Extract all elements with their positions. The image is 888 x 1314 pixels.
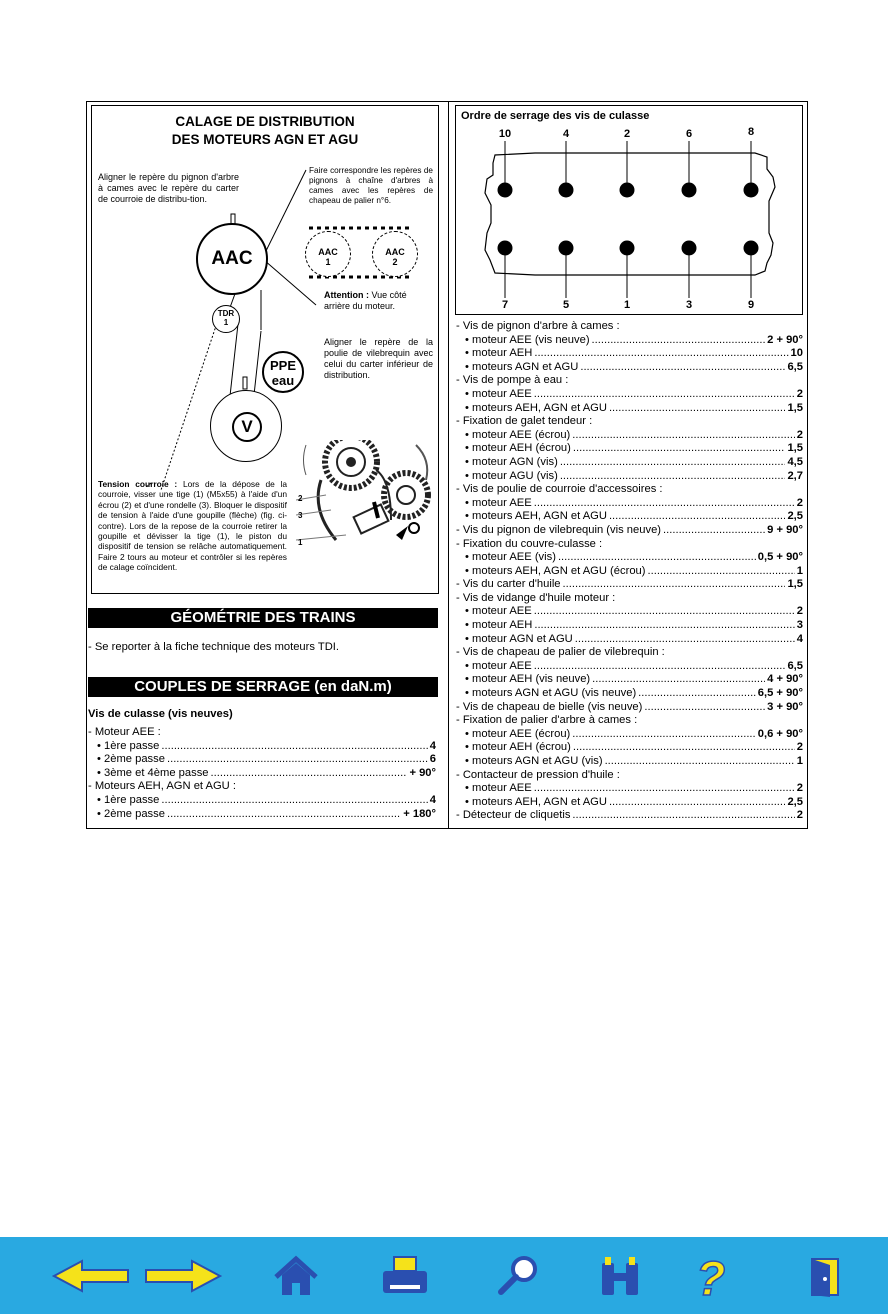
torque-row bbox=[456, 524, 803, 538]
bolt-order-bottom-4: 9 bbox=[747, 299, 755, 311]
torque-row bbox=[456, 755, 803, 769]
photo-label-2: 2 bbox=[298, 494, 303, 503]
cylinder-head-bolt-bottom-1 bbox=[559, 241, 574, 256]
torque-dot-leader bbox=[563, 578, 786, 592]
torque-label: - Détecteur de cliquetis bbox=[456, 809, 571, 822]
torque-row bbox=[456, 701, 803, 715]
torque-row bbox=[88, 726, 436, 740]
print-icon[interactable] bbox=[380, 1255, 430, 1297]
torque-row bbox=[456, 646, 803, 660]
torque-row bbox=[456, 796, 803, 810]
torque-dot-leader bbox=[609, 510, 785, 524]
bolt-order-bottom-2: 1 bbox=[623, 299, 631, 311]
torque-dot-leader bbox=[605, 755, 795, 769]
torque-label: • moteurs AGN et AGU bbox=[465, 360, 579, 373]
torque-label: - Vis du pignon de vilebrequin (vis neuve) bbox=[456, 523, 662, 536]
calage-text-cam: Aligner le repère du pignon d'arbre à cames avec le repère du carter de courroie de distribu-tion. bbox=[98, 172, 239, 204]
torque-row bbox=[456, 660, 803, 674]
torque-row bbox=[456, 320, 803, 334]
torque-row bbox=[88, 794, 436, 808]
torque-dot-leader bbox=[609, 402, 785, 416]
torque-label: • moteur AEE bbox=[465, 782, 532, 795]
torque-value: 4,5 bbox=[787, 455, 803, 468]
photo-label-1: 1 bbox=[298, 538, 303, 547]
tension-note: Tension courroie : Lors de la dépose de la courroie, visser une tige (1) (M5x55) à l'aide d'un écrou (2) et d'une rondelle (3). Bloquer le dispositif de tension à l'aide d'une goupille (flèche) (fig. ci-contre). Lors de la repose de la courroie retirer la goupille et dévisser la tige (1), le piston du dispositif de tension se relâche automatiquement. Faire 2 tours au moteur et contrôler si les repères de calage coïncident. bbox=[98, 479, 287, 573]
torque-dot-leader bbox=[648, 565, 795, 579]
torque-value: 4 bbox=[429, 739, 436, 752]
torque-label: • moteurs AGN et AGU (vis) bbox=[465, 755, 603, 767]
torque-label: • moteur AEE (écrou) bbox=[465, 428, 571, 441]
torque-value: 1 bbox=[796, 755, 803, 767]
torque-label: • moteur AGN (vis) bbox=[465, 455, 558, 468]
torque-label: - Vis de chapeau de bielle (vis neuve) bbox=[456, 700, 643, 713]
torque-dot-leader bbox=[592, 334, 766, 348]
torque-dot-leader bbox=[534, 388, 795, 402]
search-icon[interactable] bbox=[496, 1255, 542, 1297]
torque-label: - Vis de poulie de courroie d'accessoires : bbox=[456, 483, 663, 496]
torque-row bbox=[456, 361, 803, 375]
bolt-order-bottom-0: 7 bbox=[501, 299, 509, 311]
geometrie-header: GÉOMÉTRIE DES TRAINS bbox=[88, 608, 438, 628]
arrow-right-icon[interactable] bbox=[142, 1255, 222, 1297]
torque-dot-leader bbox=[638, 687, 756, 701]
torque-row bbox=[456, 809, 803, 823]
torque-label: • 1ère passe bbox=[97, 793, 160, 806]
torque-label: • moteur AEH (vis neuve) bbox=[465, 673, 591, 686]
torque-dot-leader bbox=[534, 619, 794, 633]
torque-row bbox=[456, 470, 803, 484]
torque-value: 2 bbox=[796, 428, 803, 441]
torque-value: 2 bbox=[796, 387, 803, 400]
torque-dot-leader bbox=[534, 497, 795, 511]
torque-value: 4 bbox=[796, 632, 803, 645]
torque-row bbox=[456, 769, 803, 783]
torque-label: • moteur AEE (vis) bbox=[465, 551, 556, 564]
bolt-order-bottom-1: 5 bbox=[562, 299, 570, 311]
torque-label: • moteur AGU (vis) bbox=[465, 469, 558, 482]
couples-header: COUPLES DE SERRAGE (en daN.m) bbox=[88, 677, 438, 697]
torque-value: 2,7 bbox=[787, 469, 803, 482]
torque-label: • moteur AGN et AGU bbox=[465, 632, 573, 645]
torque-row bbox=[456, 347, 803, 361]
torque-row bbox=[456, 510, 803, 524]
torque-label: - Vis de pompe à eau : bbox=[456, 374, 569, 387]
cylinder-head-diagram bbox=[455, 105, 803, 315]
torque-dot-leader bbox=[211, 767, 408, 781]
couples-right-list bbox=[456, 320, 803, 823]
torque-dot-leader bbox=[558, 551, 756, 565]
torque-row bbox=[456, 456, 803, 470]
torque-label: • 2ème passe bbox=[97, 753, 165, 766]
torque-row bbox=[456, 402, 803, 416]
help-icon[interactable] bbox=[690, 1255, 750, 1297]
torque-label: • moteur AEH (écrou) bbox=[465, 442, 571, 455]
torque-label: - Fixation du couvre-culasse : bbox=[456, 537, 603, 550]
v-label: V bbox=[241, 417, 253, 436]
torque-label: - Vis du carter d'huile bbox=[456, 578, 561, 591]
calage-title-line1: CALAGE DE DISTRIBUTION bbox=[175, 114, 355, 129]
tdr-label: TDR 1 bbox=[217, 309, 235, 327]
torque-value: 1,5 bbox=[787, 578, 803, 591]
torque-label: • 2ème passe bbox=[97, 807, 165, 820]
torque-value: 2 bbox=[796, 741, 803, 754]
torque-row bbox=[456, 673, 803, 687]
cylinder-head-bolt-bottom-3 bbox=[682, 241, 697, 256]
torque-label: - Moteur AEE : bbox=[88, 726, 161, 738]
torque-value: 1 bbox=[796, 564, 803, 577]
torque-dot-leader bbox=[572, 809, 794, 823]
torque-label: - Fixation de palier d'arbre à cames : bbox=[456, 714, 638, 727]
torque-label: - Moteurs AEH, AGN et AGU : bbox=[88, 780, 236, 793]
torque-row bbox=[456, 592, 803, 606]
torque-label: • moteurs AEH, AGN et AGU bbox=[465, 401, 607, 414]
torque-row bbox=[456, 538, 803, 552]
torque-value: 1,5 bbox=[787, 442, 803, 455]
torque-row bbox=[456, 619, 803, 633]
torque-label: • 3ème et 4ème passe bbox=[97, 766, 209, 779]
torque-label: • moteur AEH bbox=[465, 347, 533, 360]
torque-value: 2 bbox=[796, 809, 803, 822]
aac1-label: AAC 1 bbox=[318, 247, 338, 267]
torque-dot-leader bbox=[644, 701, 765, 715]
torque-label: - Vis de chapeau de palier de vilebrequin : bbox=[456, 646, 665, 659]
couples-subtitle: Vis de culasse (vis neuves) bbox=[88, 708, 233, 720]
torque-row bbox=[456, 782, 803, 796]
navigation-bar bbox=[0, 1237, 888, 1314]
calage-title-line2: DES MOTEURS AGN ET AGU bbox=[171, 132, 359, 147]
torque-dot-leader bbox=[592, 673, 765, 687]
torque-row bbox=[88, 780, 436, 794]
torque-label: • moteur AEE bbox=[465, 659, 532, 672]
torque-value: 2 bbox=[796, 782, 803, 795]
torque-label: • moteur AEE bbox=[465, 605, 532, 618]
bolt-order-top-2: 2 bbox=[623, 128, 631, 140]
cylinder-head-bolt-top-2 bbox=[620, 183, 635, 198]
torque-row bbox=[456, 578, 803, 592]
exit-door-icon[interactable] bbox=[808, 1255, 844, 1297]
torque-value: 4 bbox=[429, 793, 436, 806]
geometrie-text: - Se reporter à la fiche technique des moteurs TDI. bbox=[88, 641, 340, 653]
torque-value: + 180° bbox=[403, 807, 436, 820]
torque-dot-leader bbox=[573, 741, 795, 755]
torque-dot-leader bbox=[534, 347, 788, 361]
torque-dot-leader bbox=[161, 794, 427, 808]
torque-value: 2,5 bbox=[787, 510, 803, 523]
torque-value: 0,5 + 90° bbox=[757, 551, 803, 564]
cylinder-head-bolt-top-4 bbox=[744, 183, 759, 198]
torque-row bbox=[456, 374, 803, 388]
svg-text:?: ? bbox=[696, 1255, 726, 1297]
torque-row bbox=[456, 334, 803, 348]
torque-label: • moteur AEH (écrou) bbox=[465, 741, 571, 754]
torque-value: 2 bbox=[796, 496, 803, 509]
torque-dot-leader bbox=[167, 808, 401, 822]
cylinder-head-bolt-bottom-0 bbox=[498, 241, 513, 256]
torque-row bbox=[456, 483, 803, 497]
torque-row bbox=[456, 687, 803, 701]
torque-row bbox=[88, 808, 436, 822]
torque-row bbox=[456, 741, 803, 755]
tightening-order-title: Ordre de serrage des vis de culasse bbox=[461, 110, 650, 122]
torque-row bbox=[456, 605, 803, 619]
torque-dot-leader bbox=[534, 605, 795, 619]
torque-dot-leader bbox=[573, 442, 786, 456]
cylinder-head-bolt-top-0 bbox=[498, 183, 513, 198]
torque-value: 9 + 90° bbox=[767, 523, 803, 536]
cylinder-head-bolt-top-1 bbox=[559, 183, 574, 198]
aac2-label: AAC 2 bbox=[385, 247, 405, 267]
torque-label: - Contacteur de pression d'huile : bbox=[456, 768, 620, 781]
torque-row bbox=[456, 565, 803, 579]
tensioner-figure bbox=[296, 440, 436, 555]
torque-dot-leader bbox=[534, 660, 786, 674]
bolt-order-top-4: 8 bbox=[747, 126, 755, 138]
torque-value: 6,5 + 90° bbox=[757, 687, 803, 700]
torque-row bbox=[456, 415, 803, 429]
torque-value: 2 bbox=[796, 605, 803, 618]
torque-label: - Vis de vidange d'huile moteur : bbox=[456, 591, 616, 604]
aac-label: AAC bbox=[211, 248, 253, 269]
torque-value: 6 bbox=[429, 753, 436, 766]
torque-row bbox=[456, 551, 803, 565]
bolt-order-top-1: 4 bbox=[562, 128, 570, 140]
torque-dot-leader bbox=[161, 740, 427, 754]
torque-label: • moteur AEE (écrou) bbox=[465, 727, 571, 740]
torque-row bbox=[456, 728, 803, 742]
torque-dot-leader bbox=[534, 782, 795, 796]
bolt-order-top-3: 6 bbox=[685, 128, 693, 140]
arrow-left-icon[interactable] bbox=[52, 1255, 132, 1297]
bolt-order-top-0: 10 bbox=[498, 128, 512, 140]
torque-value: 6,5 bbox=[787, 659, 803, 672]
bolt-order-bottom-3: 3 bbox=[685, 299, 693, 311]
torque-value: + 90° bbox=[409, 766, 436, 779]
torque-dot-leader bbox=[609, 796, 785, 810]
torque-value: 0,6 + 90° bbox=[757, 727, 803, 740]
torque-label: • moteurs AGN et AGU (vis neuve) bbox=[465, 687, 637, 700]
column-divider bbox=[448, 101, 449, 829]
torque-dot-leader bbox=[663, 524, 765, 538]
home-icon[interactable] bbox=[272, 1255, 320, 1297]
torque-label: • moteur AEE (vis neuve) bbox=[465, 333, 590, 346]
photo-label-3: 3 bbox=[298, 511, 303, 520]
torque-label: • moteur AEE bbox=[465, 387, 532, 400]
torque-label: • moteurs AEH, AGN et AGU bbox=[465, 795, 607, 808]
torque-label: - Fixation de galet tendeur : bbox=[456, 415, 593, 428]
couples-left-list bbox=[88, 726, 436, 821]
torque-value: 2,5 bbox=[787, 795, 803, 808]
torque-label: - Vis de pignon d'arbre à cames : bbox=[456, 320, 620, 332]
torque-dot-leader bbox=[575, 633, 795, 647]
torque-value: 3 + 90° bbox=[767, 700, 803, 713]
calage-text-crank: Aligner le repère de la poulie de vilebrequin avec celui du carter inférieur de distribution. bbox=[324, 337, 433, 380]
torque-value: 10 bbox=[790, 347, 803, 360]
torque-dot-leader bbox=[560, 470, 786, 484]
torque-row bbox=[456, 388, 803, 402]
binoculars-icon[interactable] bbox=[598, 1255, 642, 1297]
torque-dot-leader bbox=[560, 456, 786, 470]
torque-label: • moteurs AEH, AGN et AGU bbox=[465, 510, 607, 523]
torque-row bbox=[88, 753, 436, 767]
torque-label: • moteur AEH bbox=[465, 619, 533, 632]
torque-row bbox=[456, 497, 803, 511]
torque-row bbox=[456, 714, 803, 728]
attention-note: Attention : Vue côté arrière du moteur. bbox=[324, 290, 407, 311]
calage-text-chain: Faire correspondre les repères de pignons à chaîne d'arbres à cames avec les repères de chapeau de palier n°6. bbox=[309, 166, 433, 205]
torque-row bbox=[456, 429, 803, 443]
torque-value: 2 + 90° bbox=[767, 333, 803, 346]
torque-dot-leader bbox=[580, 361, 785, 375]
torque-label: • moteurs AEH, AGN et AGU (écrou) bbox=[465, 564, 646, 577]
torque-row bbox=[456, 633, 803, 647]
torque-value: 6,5 bbox=[787, 360, 803, 373]
torque-dot-leader bbox=[167, 753, 428, 767]
torque-dot-leader bbox=[572, 728, 756, 742]
torque-value: 1,5 bbox=[787, 401, 803, 414]
cylinder-head-bolt-top-3 bbox=[682, 183, 697, 198]
torque-value: 4 + 90° bbox=[767, 673, 803, 686]
ppe-label: PPE eau bbox=[269, 358, 296, 388]
torque-row bbox=[88, 767, 436, 781]
torque-dot-leader bbox=[572, 429, 795, 443]
cylinder-head-bolt-bottom-2 bbox=[620, 241, 635, 256]
torque-value: 3 bbox=[796, 619, 803, 632]
torque-row bbox=[456, 442, 803, 456]
cylinder-head-bolt-bottom-4 bbox=[744, 241, 759, 256]
torque-label: • 1ère passe bbox=[97, 739, 160, 752]
torque-row bbox=[88, 740, 436, 754]
torque-label: • moteur AEE bbox=[465, 496, 532, 509]
